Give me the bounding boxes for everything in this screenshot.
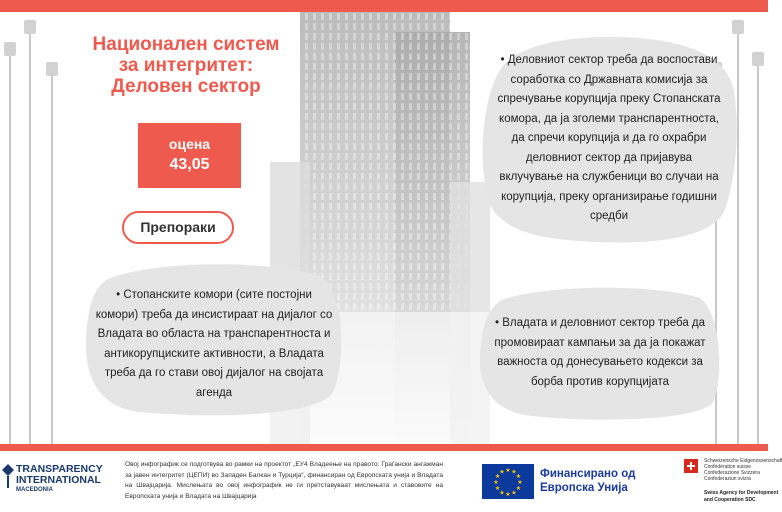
recommendation-text: • Владата и деловниот сектор треба да промовираат кампањи за да ја покажат важноста од донесувањето кодекси за борба против корупцијата [494, 317, 706, 388]
eu-stars-icon [482, 464, 534, 499]
swiss-agency-line: and Cooperation SDC [704, 497, 756, 503]
footer [0, 451, 782, 512]
disclaimer-text: Овој инфографик се подготвува во рамки на проектот „ЕУ4 Владеење на правото: Граѓански ангажман за јавен интегритет (ЦЕПИ) во Западен Балкан и Турција“, финансиран од Европската унија и Владата на Швајцарија. Мислењата во овој инфографик не ги претставуваат мислењата и ставовите на Европската унија и Владата на Швајцарија [125, 461, 443, 500]
eu-flag-icon [482, 464, 534, 499]
swiss-line: Confederazione Svizzera [704, 470, 760, 476]
swiss-line: Schweizerische Eidgenossenschaft [704, 458, 782, 464]
svg-text:★: ★ [499, 489, 505, 497]
title-line: за интегритет: [118, 55, 254, 76]
svg-text:★: ★ [499, 468, 505, 476]
eu-funding-line: Европска Унија [540, 482, 628, 494]
footer-accent-bar [0, 444, 768, 451]
swiss-agency-text [704, 490, 778, 504]
score-label: оцена [168, 136, 211, 152]
transparency-international-logo [4, 460, 104, 504]
svg-text:★: ★ [511, 468, 517, 476]
svg-text:★: ★ [505, 491, 511, 498]
svg-text:★: ★ [494, 485, 501, 492]
recommendation-card [476, 284, 724, 422]
swiss-sdc-logo [684, 456, 782, 512]
title-line: Деловен сектор [111, 76, 261, 97]
top-accent-bar [0, 0, 768, 12]
ti-logo-line: TRANSPARENCY [16, 463, 103, 475]
page-title [92, 34, 280, 97]
score-value: 43,05 [169, 156, 210, 173]
recommendation-text: • Деловниот сектор треба да воспостави соработка со Државната комисија за спречување корупција преку Стопанската комора, да ја зголеми транспарентноста, да спречи корупција и да го охрабри деловниот сектор да пријавува вклучување на службеници во случаи на корупција, преку организирање годишни средби [497, 54, 721, 222]
svg-text:★: ★ [493, 479, 499, 486]
title-line: Национален систем [92, 34, 280, 55]
svg-text:★: ★ [505, 467, 511, 474]
eu-funding-line: Финансирано од [540, 468, 636, 480]
svg-text:★: ★ [515, 485, 522, 492]
svg-text:★: ★ [494, 473, 501, 480]
svg-text:★: ★ [517, 479, 523, 486]
recommendation-card [478, 30, 740, 246]
lamp-posts-left [0, 12, 70, 444]
recommendation-text: • Стопанските комори (сите постојни комори) треба да инсистираат на дијалог со Владата во областа на транспарентноста и антикорупциските активности, а Владата треба да го стави овој дијалог на својата агенда [95, 289, 333, 399]
swiss-cross-icon [684, 459, 698, 473]
ti-logo-line: INTERNATIONAL [16, 474, 101, 486]
recommendation-card [80, 258, 348, 418]
svg-text:★: ★ [515, 473, 522, 480]
swiss-line: Confédération suisse [704, 464, 751, 470]
recommendations-heading: Препораки [122, 211, 234, 244]
ti-logo-icon [2, 464, 14, 488]
eu-funding-label [540, 467, 635, 495]
ti-logo-subtitle: MACEDONIA [16, 487, 53, 493]
svg-text:★: ★ [511, 489, 517, 497]
swiss-agency-line: Swiss Agency for Development [704, 490, 779, 496]
swiss-confederation-text [704, 458, 782, 482]
score-box [138, 123, 241, 188]
swiss-line: Confederaziun svizra [704, 476, 751, 482]
